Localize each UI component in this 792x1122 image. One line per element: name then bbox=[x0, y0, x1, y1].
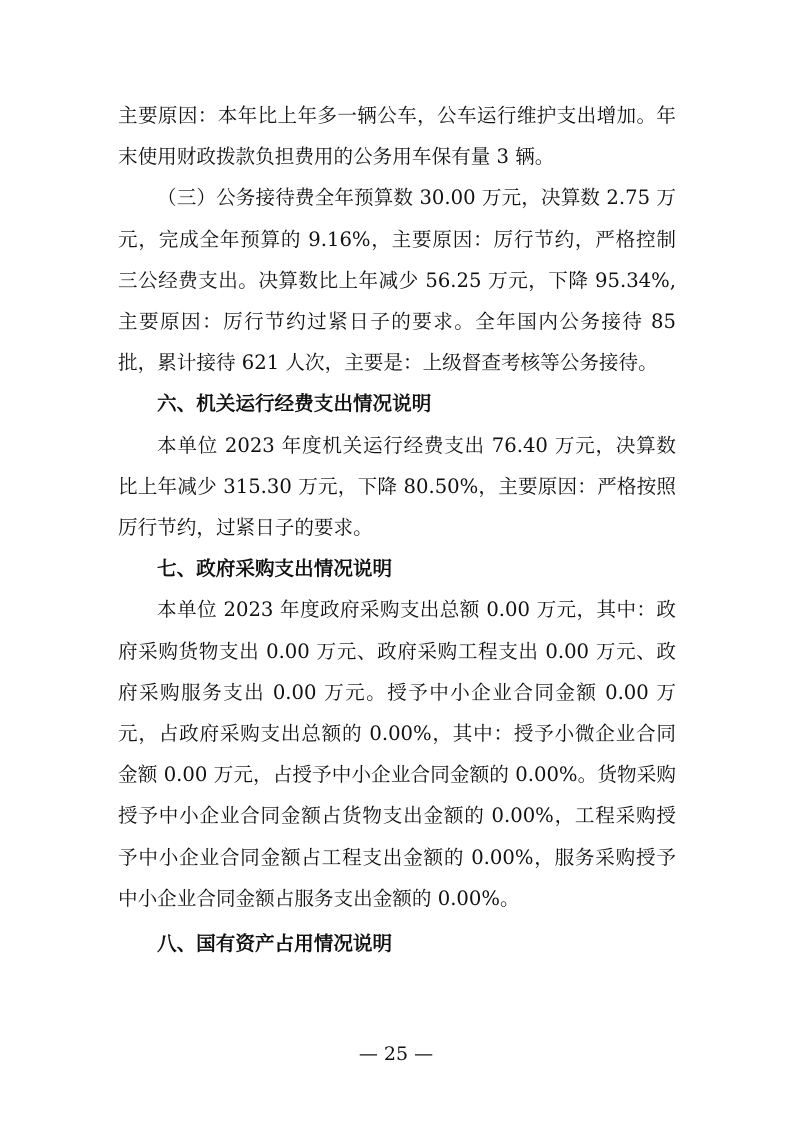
page-number: — 25 — bbox=[358, 1043, 434, 1065]
paragraph-operating-expense: 本单位 2023 年度机关运行经费支出 76.40 万元，决算数比上年减少 315.30 万元，下降 80.50%，主要原因：严格按照厉行节约，过紧日子的要求。 bbox=[118, 433, 676, 540]
paragraph-reception-expense: （三）公务接待费全年预算数 30.00 万元，决算数 2.75 万元，完成全年预算的 9.16%，主要原因：厉行节约，严格控制三公经费支出。决算数比上年减少 56.25 万元，下降 95.34%,主要原因：厉行节约过紧日子的要求。全年国内公务接待 85 批，累计接待 621 人次，主要是：上级督查考核等公务接待。 bbox=[118, 186, 676, 375]
paragraph-procurement: 本单位 2023 年度政府采购支出总额 0.00 万元，其中：政府采购货物支出 0.00 万元、政府采购工程支出 0.00 万元、政府采购服务支出 0.00 万元。授予中小企业合同金额 0.00 万元，占政府采购支出总额的 0.00%，其中：授予小微企业合同金额 0.00 万元，占授予中小企业合同金额的 0.00%。货物采购授予中小企业合同金额占货物支出金额的 0.00%，工程采购授予中小企业合同金额占工程支出金额的 0.00%，服务采购授予中小企业合同金额占服务支出金额的 0.00%。 bbox=[118, 598, 676, 910]
heading-section-8: 八、国有资产占用情况说明 bbox=[157, 932, 393, 956]
heading-section-6: 六、机关运行经费支出情况说明 bbox=[157, 392, 432, 416]
heading-section-7: 七、政府采购支出情况说明 bbox=[157, 557, 393, 581]
paragraph-vehicle-reason: 主要原因：本年比上年多一辆公车，公车运行维护支出增加。年末使用财政拨款负担费用的公务用车保有量 3 辆。 bbox=[118, 104, 676, 169]
document-body bbox=[118, 95, 676, 964]
